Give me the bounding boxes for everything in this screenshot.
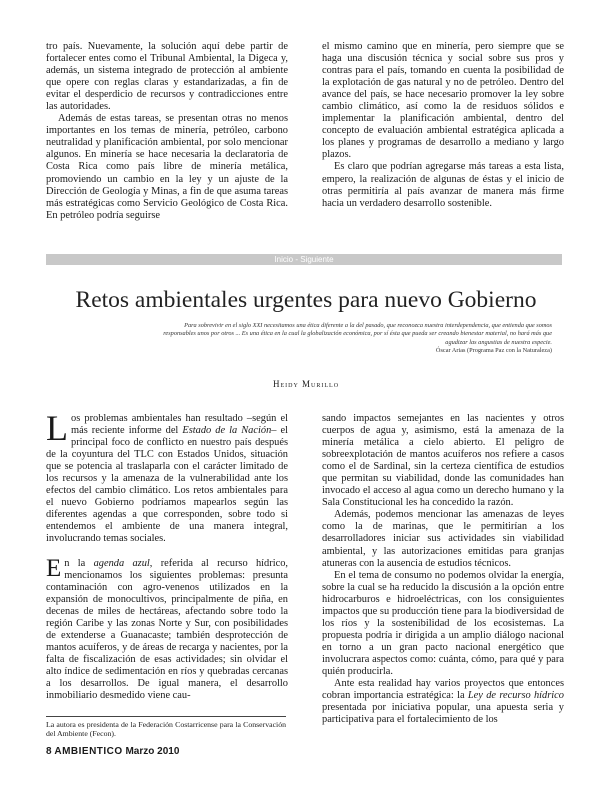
nav-separator: - xyxy=(293,255,301,264)
paragraph: Los problemas ambientales han resultado –según el más reciente informe del Estado de la Nación– el principal foco de conflicto en nuestro país después de la coyuntura del TLC con Estados Unidos, situación que se potencia al traslaparla con el carácter limitado de los recursos y la amenaza de la vulnerabilidad ante los efectos del cambio climático. Los retos ambientales para el nuevo Gobierno podríamos mapearlos según las diferentes agendas a que corresponden, sobre todo si entendemos el ambiente de una manera integral, involucrando temas sociales. xyxy=(46,408,289,545)
drop-cap: L xyxy=(46,408,68,448)
paragraph: Ante esta realidad hay varios proyectos que entonces cobran importancia estratégica: la Ley de recurso hídrico presentada por iniciativa popular, una apuesta seria y participativa para el fortalecimiento de los xyxy=(322,678,564,726)
paragraph: tro país. Nuevamente, la solución aquí debe partir de fortalecer entes como el Tribunal Ambiental, la Digeca y, además, un sistema integrado de protección al ambiente que opere con reglas claras y estandarizadas, a fin de evitar el desperdicio de recursos y contradicciones entre las autoridades. xyxy=(46,41,288,113)
paragraph: En la agenda azul, referida al recurso hídrico, mencionamos los siguientes problemas: presunta contaminación con agro-venenos utilizados en la expansión de monocultivos, principalmente de piña, en decenas de miles de hectáreas, afectando sobre todo la región Caribe y las zonas Norte y Sur, con posibilidades de extenderse a Guanacaste; también desprotección de mantos acuíferos, y de áreas de recarga y nacientes, por la falta de fiscalización de esas actividades; sin olvidar el alto índice de sedimentación en ríos y quebradas cercanas a los desarrollos. De igual manera, el desarrollo inmobiliario desmedido viene cau- xyxy=(46,554,288,702)
top-left-column xyxy=(46,41,288,222)
magazine-logo: AMBIENTICO xyxy=(54,746,123,757)
footnote-rule xyxy=(46,716,286,717)
epigraph-author: Óscar Arias (Programa Paz con la Naturaleza) xyxy=(435,347,552,355)
article-title: Retos ambientales urgentes para nuevo Gobierno xyxy=(75,287,537,313)
nav-bar xyxy=(46,254,562,265)
issue-date: Marzo 2010 xyxy=(125,746,180,757)
drop-cap: E xyxy=(46,554,62,582)
top-right-column xyxy=(322,41,564,210)
paragraph: sando impactos semejantes en las nacientes y otros cuerpos de agua y, asimismo, está la amenaza de la minería metálica a cielo abierto. El peligro de sobreexplotación de mantos acuíferos nos refiere a casos como el de Sardinal, sin la certeza científica de estudios que permitan su viabilidad, donde las comunidades han invocado el acceso al agua como un derecho humano y la Sala Constitucional les ha concedido la razón. xyxy=(322,413,564,509)
article-right-column xyxy=(322,413,564,726)
article-left-column xyxy=(46,408,289,702)
paragraph: el mismo camino que en minería, pero siempre que se haga una discusión técnica y social sobre sus pros y contras para el país, tomando en cuenta la posibilidad de la explotación de gas natural y no de petróleo. Dentro del avance del país, se hace necesario promover la ley sobre cambio climático, así como la de residuos sólidos e implementar la planificación ambiental, dentro del concepto de evaluación ambiental estratégica aplicada a los planes y programas de desarrollo a mediano y largo plazos. xyxy=(322,41,564,161)
epigraph-text: Para sobrevivir en el siglo XXI necesitamos una ética diferente a la del pasado, que reconozca nuestra interdependencia, que entienda que somos responsables unos por otros ... Es una ética en la cual la globalización económica, por sí ésta que pueda ser creando bienestar material, no hará más que agudizar las angustias de nuestra especie. xyxy=(163,322,552,346)
nav-inicio-link[interactable]: Inicio xyxy=(274,255,294,264)
page-footer xyxy=(46,746,179,758)
paragraph: En el tema de consumo no podemos olvidar la energía, sobre la cual se ha reducido la discusión a la opción entre hidrocarburos e hidroeléctricas, con los consiguientes impactos que su producción tiene para la biodiversidad de los ríos y la sostenibilidad de los ecosistemas. La propuesta podría ir dirigida a un amplio diálogo nacional en torno a un gran pacto nacional energético que involucrara aspectos como: cuánta, cómo, para qué y para quién producirla. xyxy=(322,569,564,677)
byline: Heidy Murillo xyxy=(272,379,340,389)
nav-siguiente-link[interactable]: Siguiente xyxy=(300,255,334,264)
paragraph: Además de estas tareas, se presentan otras no menos importantes en los temas de minería, petróleo, carbono neutralidad y planificación ambiental, por solo mencionar algunos. En minería se hace necesaria la declaratoria de Costa Rica como país libre de minería metálica, promoviendo un cambio en la ley y un ajuste de la Dirección de Geología y Minas, a fin de que asuma tareas más estratégicas como Servicio Geológico de Costa Rica. En petróleo podría seguirse xyxy=(46,113,288,221)
footnote: La autora es presidenta de la Federación Costarricense para la Conservación del Ambiente (Fecon). xyxy=(46,720,286,739)
epigraph xyxy=(150,322,552,356)
page-number: 8 xyxy=(46,746,52,757)
paragraph: Es claro que podrían agregarse más tareas a esta lista, empero, la realización de algunas de éstas y el inicio de otras permitiría al país avanzar de manera más firme hacia un verdadero desarrollo sostenible. xyxy=(322,161,564,209)
paragraph: Además, podemos mencionar las amenazas de leyes como la de marinas, que le permitirían a los desarrolladores iniciar sus actividades sin viabilidad ambiental, y las autorizaciones emitidas para granjas atuneras con la ausencia de estudios técnicos. xyxy=(322,509,564,569)
